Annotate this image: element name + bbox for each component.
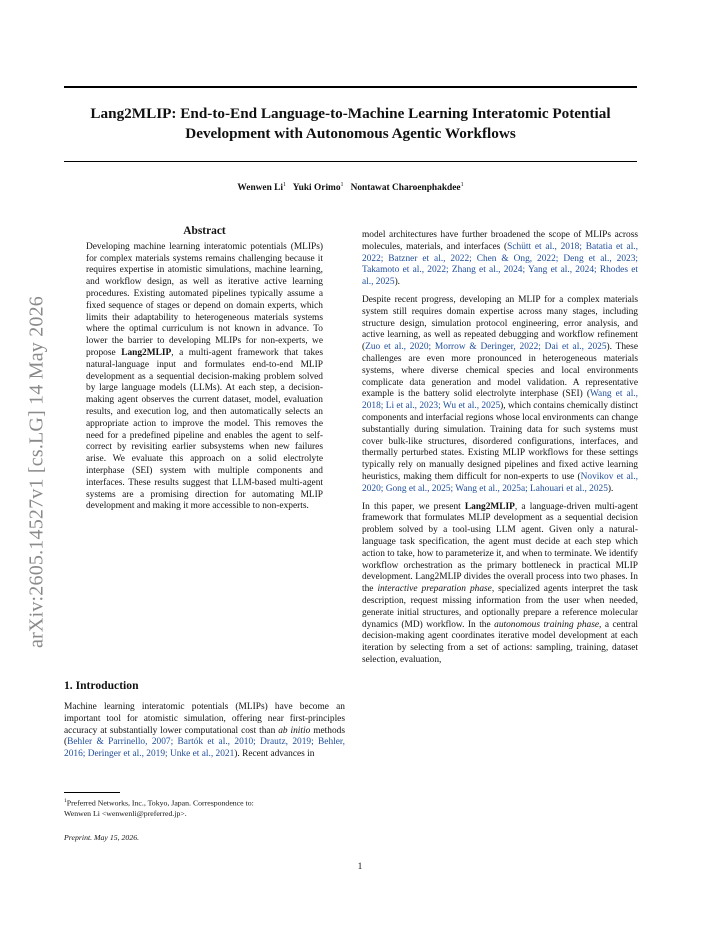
author-affiliation: 1 — [340, 182, 344, 188]
paragraph — [362, 502, 638, 667]
paper-title — [64, 104, 637, 144]
author-affiliation: 1 — [460, 182, 464, 188]
abstract-heading: Abstract — [183, 225, 226, 237]
author-name: Nontawat Charoenphakdee — [350, 183, 461, 194]
paragraph — [362, 230, 638, 289]
body-text: , specialized agents interpret the task description, request missing information from the user when needed, generate initial structures, and optionally prepare a reference molecular dynamics (MD) workflow. In the — [362, 584, 638, 630]
body-text: , a language-driven multi-agent framework that formulates MLIP development as a sequential decision problem solved by a tool-using LLM agent. Given only a natural-language task specification, the agent must decide at each step which action to take, how to parameterize it, and when to terminate. We identify workflow orchestration as the primary bottleneck in practical MLIP development. Lang2MLIP divides the overall process into two phases. In the — [362, 501, 638, 595]
body-text: model architectures have further broadened the scope of MLIPs across molecules, materials, and interfaces ( — [362, 230, 638, 252]
method-name: Lang2MLIP — [464, 501, 515, 512]
italic-term: interactive preparation phase — [377, 584, 492, 595]
footnote-affiliation: Preferred Networks, Inc., Tokyo, Japan. Correspondence to: — [66, 798, 254, 808]
section-heading-introduction: 1. Introduction — [64, 679, 139, 692]
title-bottom-rule — [64, 161, 637, 162]
intro-italic: ab initio — [278, 725, 311, 736]
intro-text: Machine learning interatomic potentials (MLIPs) have become an important tool for atomistic simulation, offering near first-principles accuracy at substantially lower computational cost than — [64, 702, 345, 736]
intro-text: methods ( — [64, 725, 345, 748]
body-text: ), which contains chemically distinct components and interfacial regions whose local environments can change substantially during simulation. Training data for such systems must cover bulk-like structures, disordered configurations, interfaces, and thermally perturbed states. Existing MLIP workflows for these settings typically rely on manually designed pipelines and fixed active learning heuristics, making them difficult for non-experts to use ( — [362, 401, 638, 482]
body-text: In this paper, we present — [362, 501, 465, 512]
title-line-2: Development with Autonomous Agentic Workflows — [185, 125, 516, 142]
introduction-paragraph — [64, 702, 345, 761]
citation-link[interactable]: Schütt et al., 2018; Batatia et al., 2022; Batzner et al., 2022; Chen & Ong, 2022; Deng et al., 2023; Takamoto et al., 2022; Zhang et al., 2024; Yang et al., 2024; Rhodes et al., 2025 — [362, 241, 638, 288]
abstract-text: Developing machine learning interatomic potentials (MLIPs) for complex materials systems remains challenging because it requires expertise in atomistic simulations, machine learning, and workflow design, as well as iterative active learning procedures. Existing automated pipelines typically assume a fixed sequence of stages or depend on domain experts, which limits their adaptability to heterogeneous materials systems where the optimal curriculum is not known in advance. To lower the barrier to developing MLIPs for non-experts, we propose — [86, 241, 323, 358]
title-line-1: Lang2MLIP: End-to-End Language-to-Machine Learning Interatomic Potential — [90, 105, 611, 122]
body-text: , a central decision-making agent coordinates iterative model development at each iteration by selecting from a set of actions: sampling, training, dataset selection, evaluation, — [362, 619, 638, 665]
footnote-correspondence: Wenwen Li <wenwenli@preferred.jp>. — [64, 808, 187, 818]
citation-link[interactable]: Novikov et al., 2020; Gong et al., 2025; Wang et al., 2025a; Lahouari et al., 2025 — [362, 471, 638, 494]
left-column — [64, 225, 345, 760]
body-text: ). These challenges are even more pronounced in heterogeneous materials systems, where diverse chemical species and local environments complicate data generation and model validation. A representative example is the battery solid electrolyte interphase (SEI) ( — [362, 342, 638, 400]
abstract-method-name: Lang2MLIP — [121, 347, 172, 358]
body-text: ). — [394, 277, 401, 288]
author-name: Wenwen Li — [237, 183, 284, 194]
right-column — [362, 230, 638, 667]
body-text: ). — [607, 483, 614, 494]
arxiv-identifier-sidebar[interactable]: arXiv:2605.14527v1 [cs.LG] 14 May 2026 — [25, 296, 48, 648]
abstract-text: , a multi-agent framework that takes natural-language input and formulates end-to-end MLIP development as a sequential decision-making problem solved by large language models (LLMs). At each step, a decision-making agent observes the current dataset, model, evaluation results, and execution log, and then automatically selects an appropriate action to improve the model. This removes the need for a predefined pipeline and enables the agent to self-correct by revisiting earlier subsystems when new failures arise. We evaluate this approach on a solid electrolyte interphase (SEI) system with multiple components and interfaces. These results suggest that LLM-based multi-agent systems are a promising direction for automating MLIP development and making it more accessible to non-experts. — [86, 347, 323, 512]
page-number: 1 — [357, 862, 363, 872]
author-list — [64, 182, 637, 193]
intro-text: ). Recent advances in — [234, 749, 315, 760]
paragraph — [362, 295, 638, 496]
citation-link[interactable]: Zuo et al., 2020; Morrow & Deringer, 2022; Dai et al., 2025 — [365, 342, 607, 353]
author-name: Yuki Orimo — [292, 183, 341, 194]
author-affiliation: 1 — [283, 182, 287, 188]
title-top-rule — [64, 86, 637, 88]
abstract-body — [86, 242, 323, 513]
italic-term: autonomous training phase — [494, 619, 600, 630]
footnote-rule — [64, 792, 120, 793]
citation-link[interactable]: Wang et al., 2018; Li et al., 2023; Wu et al., 2025 — [362, 389, 638, 412]
footnote: $^1$Preferred Networks, Inc., Tokyo, Japan. Correspondence to: Wenwen Li <wenwenli@preferred.jp>. — [64, 798, 254, 818]
preprint-note: Preprint. May 15, 2026. — [64, 833, 140, 842]
body-text: Despite recent progress, developing an MLIP for a complex materials system still requires domain expertise across many stages, including structure design, simulation protocol engineering, error analysis, and active learning, as well as repeated debugging and workflow refinement ( — [362, 294, 638, 353]
citation-link[interactable]: Behler & Parrinello, 2007; Bartók et al., 2010; Drautz, 2019; Behler, 2016; Deringer et al., 2019; Unke et al., 2021 — [64, 737, 345, 760]
